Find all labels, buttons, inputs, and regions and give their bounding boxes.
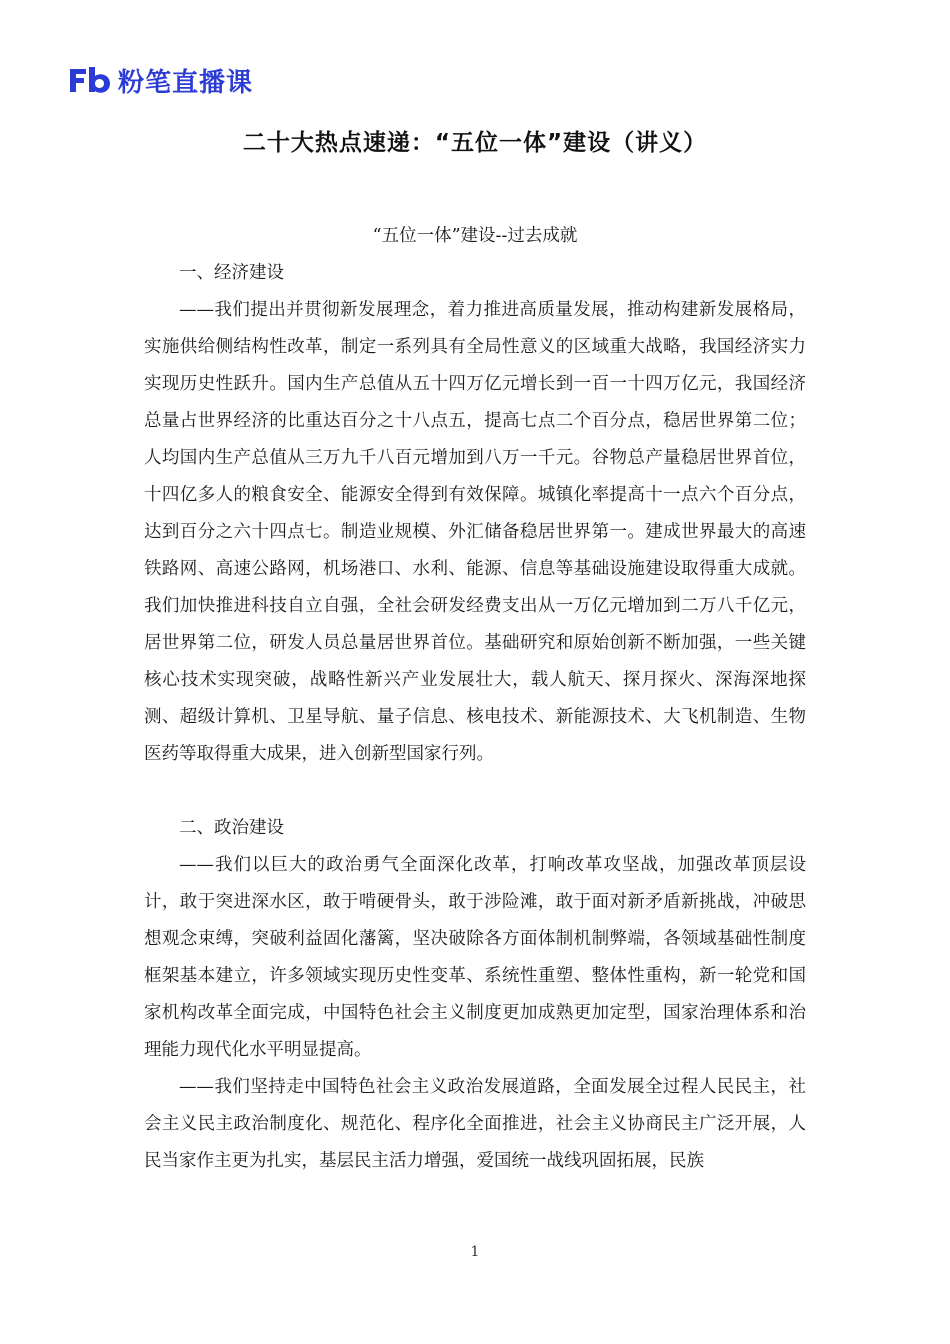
section-heading-economy: 一、经济建设: [179, 263, 284, 283]
section-spacer: [144, 773, 806, 810]
section-heading-politics: 二、政治建设: [179, 818, 284, 838]
fb-logo-icon: [68, 65, 112, 95]
paragraph-politics-2: ——我们坚持走中国特色社会主义政治发展道路，全面发展全过程人民民主，社会主义民主政治制度化、规范化、程序化全面推进，社会主义协商民主广泛开展，人民当家作主更为扎实，基层民主活力增强，爱国统一战线巩固拓展，民族: [144, 1077, 806, 1171]
logo-text: 粉笔直播课: [118, 67, 254, 98]
document-body: [144, 218, 806, 1180]
paragraph-politics-1: ——我们以巨大的政治勇气全面深化改革，打响改革攻坚战，加强改革顶层设计，敢于突进深水区，敢于啃硬骨头，敢于涉险滩，敢于面对新矛盾新挑战，冲破思想观念束缚，突破利益固化藩篱，坚决破除各方面体制机制弊端，各领域基础性制度框架基本建立，许多领域实现历史性变革、系统性重塑、整体性重构，新一轮党和国家机构改革全面完成，中国特色社会主义制度更加成熟更加定型，国家治理体系和治理能力现代化水平明显提高。: [144, 855, 806, 1060]
paragraph-economy-1: ——我们提出并贯彻新发展理念，着力推进高质量发展，推动构建新发展格局，实施供给侧结构性改革，制定一系列具有全局性意义的区域重大战略，我国经济实力实现历史性跃升。国内生产总值从五十四万亿元增长到一百一十四万亿元，我国经济总量占世界经济的比重达百分之十八点五，提高七点二个百分点，稳居世界第二位；人均国内生产总值从三万九千八百元增加到八万一千元。谷物总产量稳居世界首位，十四亿多人的粮食安全、能源安全得到有效保障。城镇化率提高十一点六个百分点，达到百分之六十四点七。制造业规模、外汇储备稳居世界第一。建成世界最大的高速铁路网、高速公路网，机场港口、水利、能源、信息等基础设施建设取得重大成就。我们加快推进科技自立自强，全社会研发经费支出从一万亿元增加到二万八千亿元，居世界第二位，研发人员总量居世界首位。基础研究和原始创新不断加强，一些关键核心技术实现突破，战略性新兴产业发展壮大，载人航天、探月探火、深海深地探测、超级计算机、卫星导航、量子信息、核电技术、新能源技术、大飞机制造、生物医药等取得重大成果，进入创新型国家行列。: [144, 300, 806, 764]
section-subtitle: “五位一体”建设--过去成就: [372, 226, 578, 246]
document-title: 二十大热点速递：“五位一体”建设（讲义）: [242, 130, 708, 156]
brand-logo: [68, 60, 253, 100]
page-number: 1: [470, 1244, 480, 1260]
